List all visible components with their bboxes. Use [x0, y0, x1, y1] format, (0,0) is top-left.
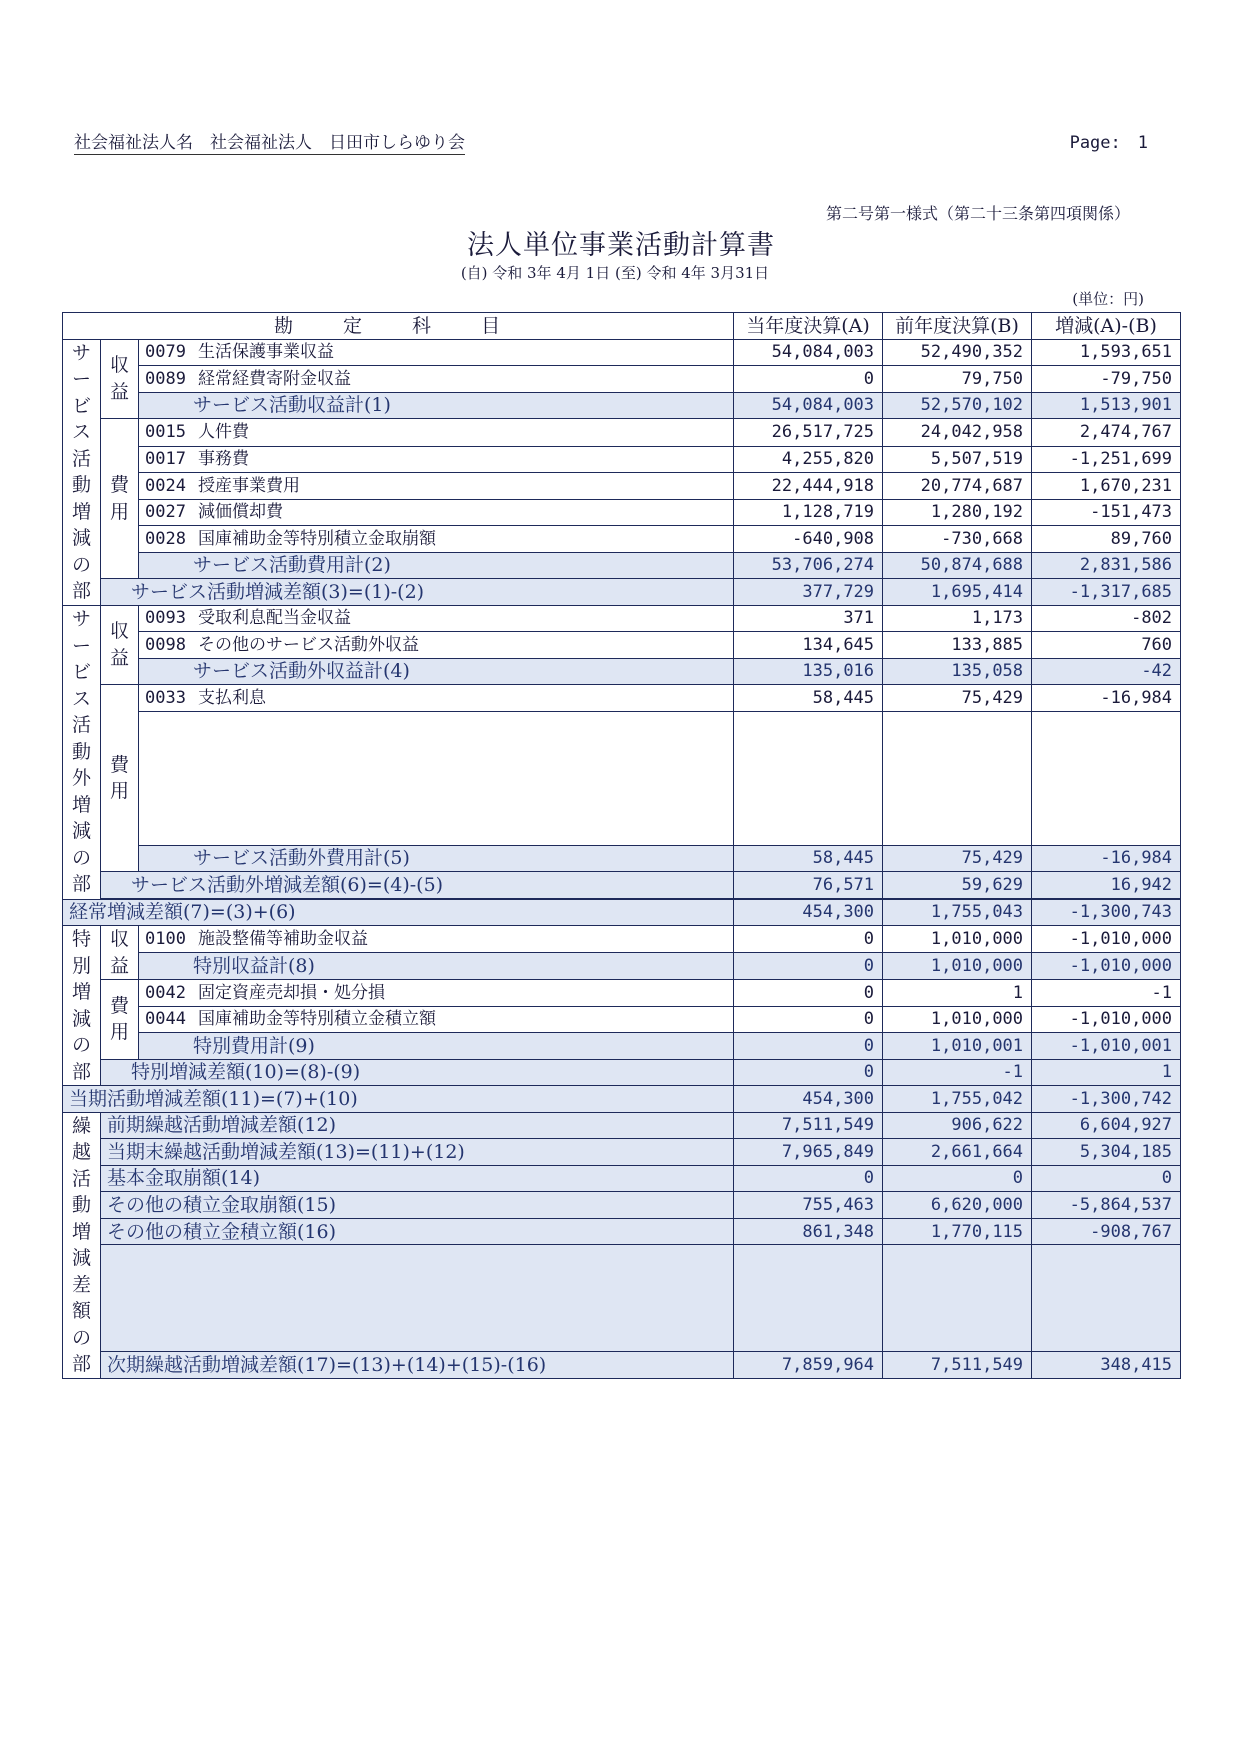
diff-value: -151,473: [1032, 499, 1181, 526]
diff-value: 2,831,586: [1032, 552, 1181, 579]
current-value: 7,511,549: [734, 1112, 883, 1139]
activity-statement-table: [62, 312, 1181, 1379]
diff-value: -802: [1032, 605, 1181, 632]
diff-value: -1,010,000: [1032, 1006, 1181, 1033]
current-difference-row: [63, 1086, 1181, 1113]
previous-value: 906,622: [883, 1112, 1032, 1139]
table-row: [63, 419, 1181, 447]
table-row: [63, 526, 1181, 553]
previous-value: 79,750: [883, 366, 1032, 393]
table-row: [63, 446, 1181, 473]
current-value: 54,084,003: [734, 392, 883, 419]
previous-value: 135,058: [883, 658, 1032, 685]
difference-row: [63, 579, 1181, 606]
account-label: 前期繰越活動増減差額(12): [101, 1112, 734, 1139]
previous-value: 1,010,000: [883, 953, 1032, 980]
blank-cell: [734, 711, 883, 845]
previous-value: 1,010,000: [883, 926, 1032, 953]
difference-label: サービス活動外増減差額(6)=(4)-(5): [101, 872, 734, 899]
account-code: 0093: [145, 608, 186, 629]
subtotal-label: サービス活動外収益計(4): [139, 658, 734, 685]
subtotal-label: サービス活動収益計(1): [139, 392, 734, 419]
previous-value: 7,511,549: [883, 1351, 1032, 1378]
current-value: 377,729: [734, 579, 883, 606]
table-row: [63, 1165, 1181, 1192]
current-value: 1,128,719: [734, 499, 883, 526]
account-label: 減価償却費: [197, 502, 283, 523]
subtotal-row: [63, 1033, 1181, 1060]
account-code: 0079: [145, 342, 186, 363]
table-row: [63, 685, 1181, 712]
table-row: [63, 1006, 1181, 1033]
account-label: 受取利息配当金収益: [197, 608, 351, 629]
form-designation: 第二号第一様式（第二十三条第四項関係）: [825, 204, 1130, 223]
current-value: 371: [734, 605, 883, 632]
account-label: 国庫補助金等特別積立金取崩額: [197, 528, 436, 549]
diff-value: -16,984: [1032, 845, 1181, 872]
subsection-income: 収益: [101, 605, 139, 685]
account-label: その他の積立金取崩額(15): [101, 1192, 734, 1219]
subtotal-label: サービス活動外費用計(5): [139, 845, 734, 872]
diff-value: 2,474,767: [1032, 419, 1181, 447]
blank-cell: [1032, 711, 1181, 845]
account-label: その他のサービス活動外収益: [197, 634, 419, 655]
diff-value: 16,942: [1032, 872, 1181, 899]
table-row: [63, 339, 1181, 366]
diff-value: 5,304,185: [1032, 1139, 1181, 1166]
currency-unit: (単位：円): [1072, 290, 1144, 308]
diff-value: -42: [1032, 658, 1181, 685]
table-row: [63, 926, 1181, 953]
account-code: 0044: [145, 1009, 186, 1030]
header-diff: 増減(A)-(B): [1032, 313, 1181, 340]
table-row: [63, 473, 1181, 500]
table-row: [63, 366, 1181, 393]
subtotal-row: [63, 392, 1181, 419]
account-label: 人件費: [197, 422, 249, 443]
diff-value: -16,984: [1032, 685, 1181, 712]
table-row: [63, 1139, 1181, 1166]
previous-value: 0: [883, 1165, 1032, 1192]
subtotal-row: [63, 658, 1181, 685]
account-label: 支払利息: [197, 687, 266, 708]
blank-cell: [883, 1245, 1032, 1351]
table-row: [63, 1218, 1181, 1245]
table-row: [63, 1351, 1181, 1378]
subtotal-label: 特別費用計(9): [139, 1033, 734, 1060]
current-value: 22,444,918: [734, 473, 883, 500]
blank-cell: [1032, 1245, 1181, 1351]
account-label: 施設整備等補助金収益: [197, 929, 368, 949]
current-value: 0: [734, 953, 883, 980]
previous-value: 1,010,001: [883, 1033, 1032, 1060]
account-label: 国庫補助金等特別積立金積立額: [197, 1009, 436, 1030]
previous-value: -1: [883, 1059, 1032, 1086]
current-value: 7,859,964: [734, 1351, 883, 1378]
ordinary-difference-label: 経常増減差額(7)=(3)+(6): [63, 899, 734, 926]
section-special: 特別増減の部: [63, 926, 101, 1086]
account-label: 事務費: [197, 449, 249, 470]
account-label: 次期繰越活動増減差額(17)=(13)+(14)+(15)-(16): [101, 1351, 734, 1378]
diff-value: 0: [1032, 1165, 1181, 1192]
account-label: 授産事業費用: [197, 475, 300, 496]
previous-value: 50,874,688: [883, 552, 1032, 579]
diff-value: -1,300,742: [1032, 1086, 1181, 1113]
current-value: 76,571: [734, 872, 883, 899]
difference-row: [63, 1059, 1181, 1086]
diff-value: 1,670,231: [1032, 473, 1181, 500]
current-value: 0: [734, 1165, 883, 1192]
account-label: その他の積立金積立額(16): [101, 1218, 734, 1245]
account-code: 0089: [145, 368, 186, 389]
subtotal-row: [63, 953, 1181, 980]
previous-value: -730,668: [883, 526, 1032, 553]
header-account: 勘 定 科 目: [63, 313, 734, 340]
blank-cell: [101, 1245, 734, 1351]
account-label: 経常経費寄附金収益: [197, 368, 351, 389]
previous-value: 1,010,000: [883, 1006, 1032, 1033]
diff-value: 89,760: [1032, 526, 1181, 553]
account-label: 生活保護事業収益: [197, 342, 334, 363]
previous-value: 1,280,192: [883, 499, 1032, 526]
difference-row: [63, 872, 1181, 899]
section-carry: 繰越活動増減差額の部: [63, 1112, 101, 1378]
previous-value: 52,490,352: [883, 339, 1032, 366]
diff-value: -1: [1032, 980, 1181, 1007]
current-value: 0: [734, 1033, 883, 1060]
subsection-expense: 費用: [101, 980, 139, 1060]
account-code: 0017: [145, 449, 186, 470]
account-label: 固定資産売却損・処分損: [197, 982, 385, 1003]
difference-label: サービス活動増減差額(3)=(1)-(2): [101, 579, 734, 606]
diff-value: -1,251,699: [1032, 446, 1181, 473]
diff-value: 1: [1032, 1059, 1181, 1086]
page-number: Page: 1: [1069, 133, 1148, 153]
current-value: 58,445: [734, 685, 883, 712]
diff-value: 1,593,651: [1032, 339, 1181, 366]
table-header-row: [63, 313, 1181, 340]
current-value: 454,300: [734, 1086, 883, 1113]
previous-value: 1,755,043: [883, 899, 1032, 926]
subsection-expense: 費用: [101, 685, 139, 872]
blank-row: [63, 711, 1181, 845]
table-row: [63, 1192, 1181, 1219]
previous-value: 75,429: [883, 845, 1032, 872]
current-difference-label: 当期活動増減差額(11)=(7)+(10): [63, 1086, 734, 1113]
current-value: 861,348: [734, 1218, 883, 1245]
current-value: 0: [734, 980, 883, 1007]
current-value: 755,463: [734, 1192, 883, 1219]
previous-value: 59,629: [883, 872, 1032, 899]
current-value: 4,255,820: [734, 446, 883, 473]
current-value: 58,445: [734, 845, 883, 872]
current-value: 7,965,849: [734, 1139, 883, 1166]
current-value: 0: [734, 926, 883, 953]
current-value: 0: [734, 366, 883, 393]
diff-value: -1,010,001: [1032, 1033, 1181, 1060]
diff-value: -79,750: [1032, 366, 1181, 393]
section-nonservice: サービス活動外増減の部: [63, 605, 101, 899]
account-code: 0042: [145, 982, 186, 1003]
diff-value: 348,415: [1032, 1351, 1181, 1378]
header-previous: 前年度決算(B): [883, 313, 1032, 340]
account-code: 0098: [145, 634, 186, 655]
diff-value: -5,864,537: [1032, 1192, 1181, 1219]
difference-label: 特別増減差額(10)=(8)-(9): [101, 1059, 734, 1086]
corporation-name: 社会福祉法人名 社会福祉法人 日田市しらゆり会: [74, 128, 465, 155]
section-service: サービス活動増減の部: [63, 339, 101, 605]
subtotal-label: 特別収益計(8): [139, 953, 734, 980]
current-value: 0: [734, 1006, 883, 1033]
subtotal-row: [63, 552, 1181, 579]
subsection-income: 収益: [101, 339, 139, 419]
current-value: 26,517,725: [734, 419, 883, 447]
account-code: 0033: [145, 687, 186, 708]
previous-value: 20,774,687: [883, 473, 1032, 500]
diff-value: 760: [1032, 632, 1181, 659]
previous-value: 1: [883, 980, 1032, 1007]
account-code: 0027: [145, 502, 186, 523]
diff-value: 6,604,927: [1032, 1112, 1181, 1139]
previous-value: 1,770,115: [883, 1218, 1032, 1245]
blank-cell: [883, 711, 1032, 845]
subtotal-row: [63, 845, 1181, 872]
table-row: [63, 605, 1181, 632]
subsection-income: 収益: [101, 926, 139, 980]
current-value: 53,706,274: [734, 552, 883, 579]
diff-value: 1,513,901: [1032, 392, 1181, 419]
table-row: [63, 1112, 1181, 1139]
table-row: [63, 632, 1181, 659]
header-current: 当年度決算(A): [734, 313, 883, 340]
diff-value: -1,300,743: [1032, 899, 1181, 926]
previous-value: 52,570,102: [883, 392, 1032, 419]
subsection-expense: 費用: [101, 419, 139, 579]
table-row: [63, 499, 1181, 526]
previous-value: 75,429: [883, 685, 1032, 712]
current-value: 135,016: [734, 658, 883, 685]
current-value: 0: [734, 1059, 883, 1086]
blank-cell: [734, 1245, 883, 1351]
previous-value: 6,620,000: [883, 1192, 1032, 1219]
account-label: 当期末繰越活動増減差額(13)=(11)+(12): [101, 1139, 734, 1166]
diff-value: -1,010,000: [1032, 953, 1181, 980]
previous-value: 133,885: [883, 632, 1032, 659]
previous-value: 2,661,664: [883, 1139, 1032, 1166]
account-code: 0100: [145, 929, 186, 949]
current-value: 54,084,003: [734, 339, 883, 366]
previous-value: 1,173: [883, 605, 1032, 632]
diff-value: -908,767: [1032, 1218, 1181, 1245]
fiscal-period: (自) 令和 3年 4月 1日 (至) 令和 4年 3月31日: [460, 264, 770, 282]
diff-value: -1,010,000: [1032, 926, 1181, 953]
previous-value: 1,755,042: [883, 1086, 1032, 1113]
current-value: 454,300: [734, 899, 883, 926]
subtotal-label: サービス活動費用計(2): [139, 552, 734, 579]
blank-cell: [139, 711, 734, 845]
account-code: 0024: [145, 475, 186, 496]
previous-value: 1,695,414: [883, 579, 1032, 606]
previous-value: 5,507,519: [883, 446, 1032, 473]
previous-value: 24,042,958: [883, 419, 1032, 447]
blank-row: [63, 1245, 1181, 1351]
current-value: 134,645: [734, 632, 883, 659]
table-row: [63, 980, 1181, 1007]
account-code: 0028: [145, 528, 186, 549]
ordinary-difference-row: [63, 899, 1181, 926]
diff-value: -1,317,685: [1032, 579, 1181, 606]
current-value: -640,908: [734, 526, 883, 553]
document-title: 法人単位事業活動計算書: [467, 230, 775, 261]
account-code: 0015: [145, 422, 186, 443]
account-label: 基本金取崩額(14): [101, 1165, 734, 1192]
